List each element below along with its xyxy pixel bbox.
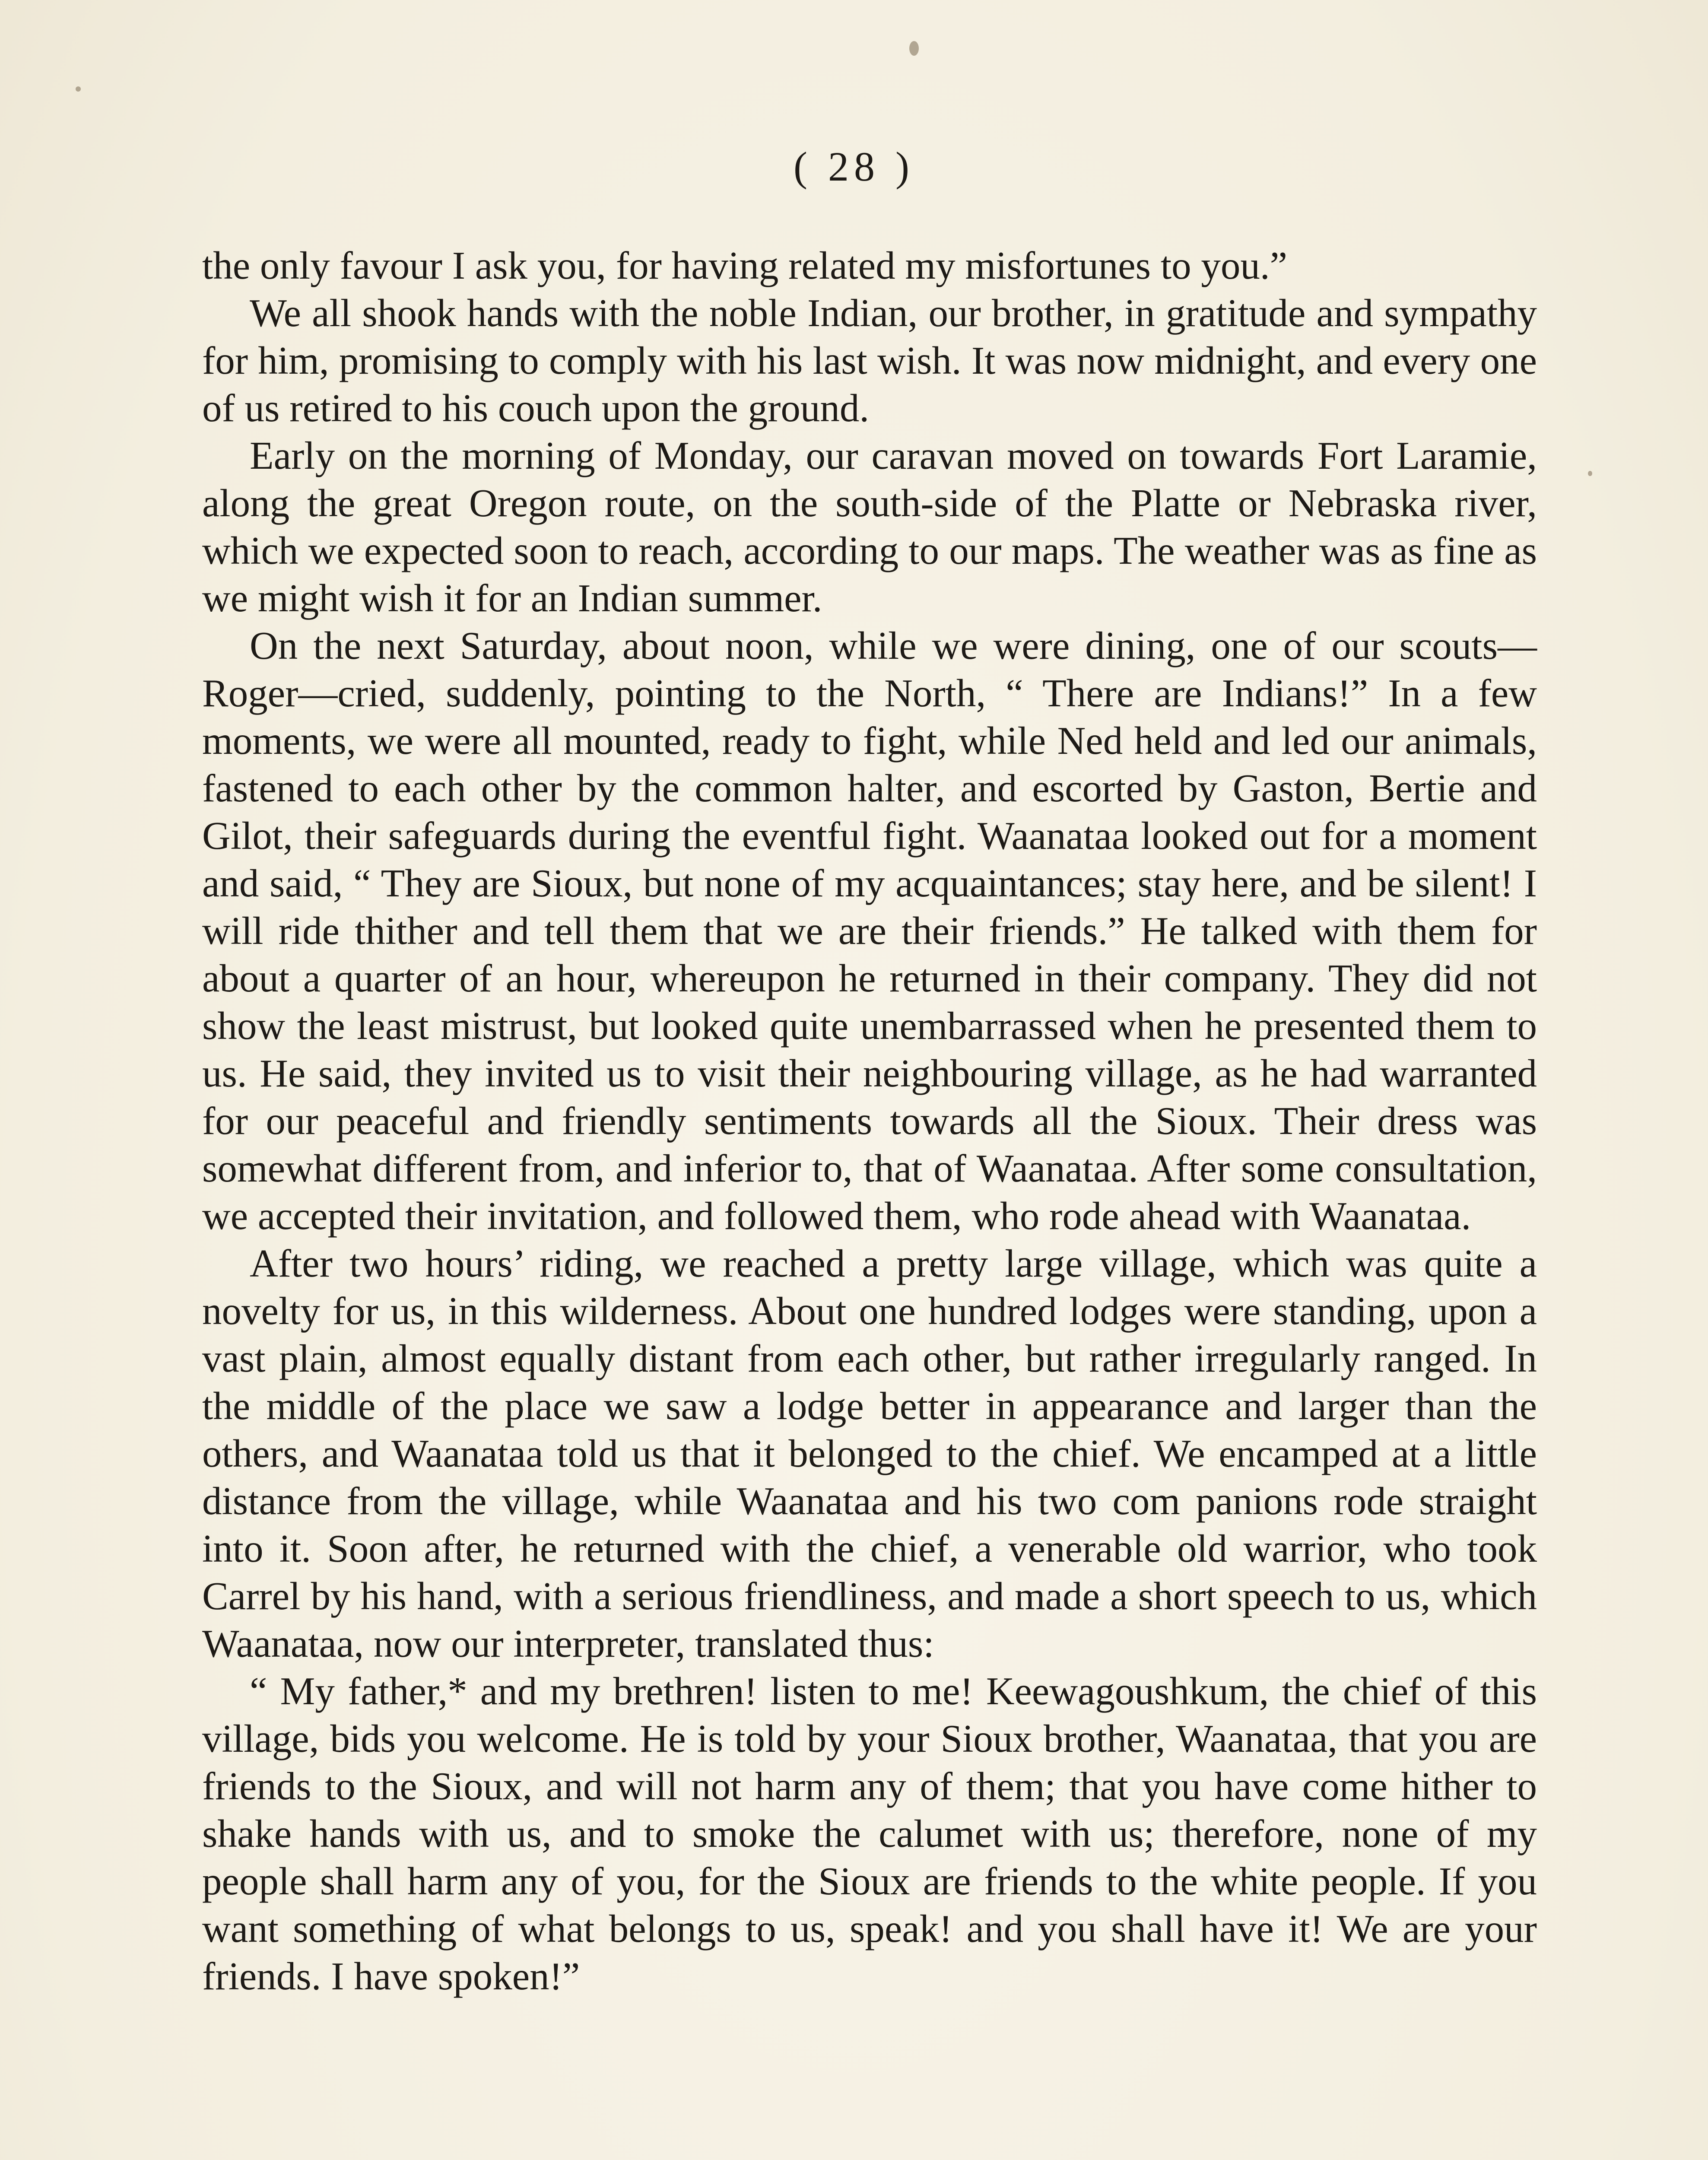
ink-speck xyxy=(76,86,81,92)
paragraph-continuation: the only favour I ask you, for having related my misfortunes to you.” xyxy=(202,244,1288,287)
paragraph-chief-speech: “ My father,* and my brethren! listen to me! Keewagoushkum, the chief of this village, bids you welcome. He is told by your Sioux brother, Waanataa, that you are friends to the Sioux, and will not harm any of them; that you have come hither to shake hands with us, and to smoke the calumet with us; therefore, none of my people shall harm any of you, for the Sioux are friends to the white people. If you want something of what belongs to us, speak! and you shall have it! We are your friends. I have spoken!” xyxy=(202,1669,1537,1998)
paragraph-handshake: We all shook hands with the noble Indian, our brother, in gratitude and sympathy for him, promising to comply with his last wish. It was now midnight, and every one of us retired to his couch upon the ground. xyxy=(202,291,1537,430)
ink-speck xyxy=(909,41,919,56)
paragraph-indians-sighted: On the next Saturday, about noon, while we were dining, one of our scouts—Roger—cried, suddenly, pointing to the North, “ There are Indians!” In a few moments, we were all mounted, ready to fight, while Ned held and led our animals, fastened to each other by the common halter, and escorted by Gaston, Bertie and Gilot, their safeguards during the eventful fight. Waanataa looked out for a moment and said, “ They are Sioux, but none of my acquaintances; stay here, and be silent! I will ride thither and tell them that we are their friends.” He talked with them for about a quarter of an hour, whereupon he returned in their company. They did not show the least mistrust, but looked quite unembarrassed when he presented them to us. He said, they invited us to visit their neighbouring village, as he had warranted for our peaceful and friendly sentiments towards all the Sioux. Their dress was somewhat different from, and inferior to, that of Waanataa. After some consultation, we accepted their invitation, and followed them, who rode ahead with Waanataa. xyxy=(202,624,1537,1238)
paragraph-caravan: Early on the morning of Monday, our caravan moved on towards Fort Laramie, along the great Oregon route, on the south-side of the Platte or Nebraska river, which we expected soon to reach, according to our maps. The weather was as fine as we might wish it for an Indian summer. xyxy=(202,434,1537,620)
page-number: ( 28 ) xyxy=(794,143,914,190)
paragraph-village: After two hours’ riding, we reached a pretty large village, which was quite a novelty for us, in this wilderness. About one hundred lodges were standing, upon a vast plain, almost equally distant from each other, but rather irregularly ranged. In the middle of the place we saw a lodge better in appearance and larger than the others, and Waanataa told us that it belonged to the chief. We encamped at a little distance from the village, while Waanataa and his two com panions rode straight into it. Soon after, he returned with the chief, a venerable old warrior, who took Carrel by his hand, with a serious friendliness, and made a short speech to us, which Waanataa, now our interpreter, translated thus: xyxy=(202,1242,1537,1665)
body-text xyxy=(202,242,1537,2000)
ink-speck xyxy=(1588,471,1592,476)
